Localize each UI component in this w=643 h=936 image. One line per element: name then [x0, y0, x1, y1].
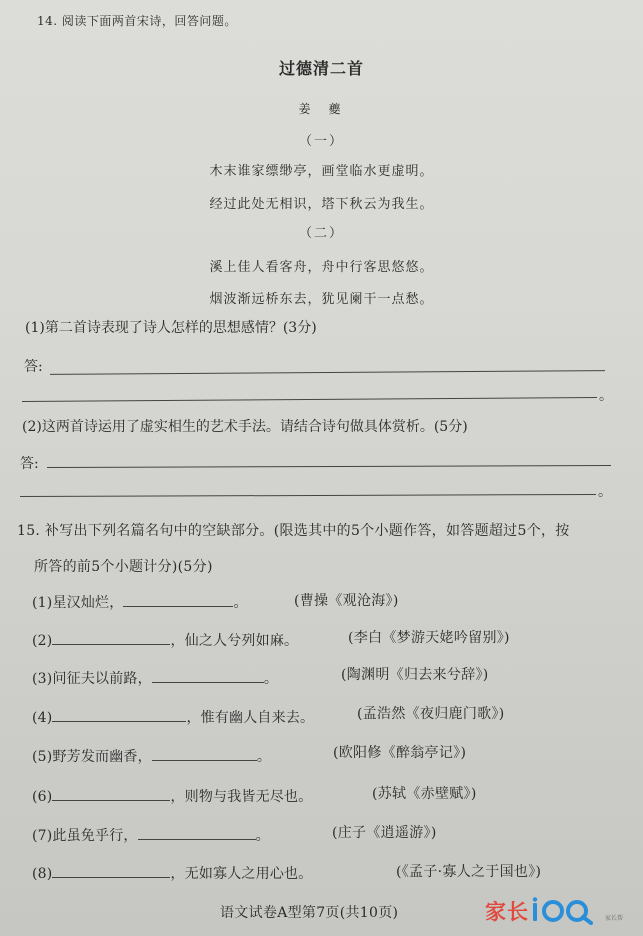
- poem-line: 烟波渐远桥东去，犹见阑干一点愁。: [209, 292, 434, 307]
- poem-part-2-label: （二）: [298, 226, 344, 241]
- watermark-small-text: 家长帮: [605, 914, 624, 922]
- fill-item-6: [32, 786, 312, 806]
- item-after: 。: [255, 828, 270, 844]
- answer-line[interactable]: [50, 370, 605, 375]
- poem-author: 姜夔: [298, 102, 359, 116]
- item-after: ，仙之人兮列如麻。: [170, 633, 299, 649]
- fill-item-1: [32, 592, 248, 612]
- period-mark: 。: [599, 388, 613, 404]
- item-source: (《孟子·寡人之于国也》): [396, 864, 542, 880]
- poem-title: 过德清二首: [278, 59, 364, 78]
- item-after: ，则物与我皆无尽也。: [170, 789, 313, 805]
- fill-blank[interactable]: [123, 592, 233, 607]
- fill-item-5: [32, 746, 271, 766]
- answer-label: 答:: [24, 359, 43, 375]
- fill-blank[interactable]: [52, 863, 170, 878]
- watermark-logo: [485, 896, 623, 926]
- poem-line: 溪上佳人看客舟，舟中行客思悠悠。: [209, 260, 434, 275]
- question-15-prompt-line-2: 所答的前5个小题计分)(5分): [34, 559, 213, 575]
- answer-line[interactable]: [22, 397, 597, 402]
- period-mark: 。: [598, 484, 612, 500]
- fill-blank[interactable]: [152, 746, 257, 761]
- poem-line: 木末谁家缥缈亭，画堂临水更虚明。: [209, 164, 434, 179]
- fill-item-4: [32, 707, 314, 727]
- item-after: 。: [256, 749, 272, 765]
- item-after: 。: [233, 595, 248, 611]
- fill-item-8: [32, 863, 312, 883]
- fill-blank[interactable]: [52, 786, 170, 801]
- page-footer: 语文试卷A型第7页(共10页): [220, 905, 399, 921]
- fill-blank[interactable]: [52, 630, 170, 645]
- item-after: ，惟有幽人自来去。: [186, 710, 315, 726]
- item-number: (2): [32, 633, 53, 649]
- question-14-prompt: 14. 阅读下面两首宋诗，回答问题。: [37, 14, 237, 28]
- item-number: (5): [32, 749, 53, 765]
- sub-question-2: (2)这两首诗运用了虚实相生的艺术手法。请结合诗句做具体赏析。(5分): [22, 419, 468, 435]
- item-number: (3): [32, 671, 53, 687]
- answer-label: 答:: [20, 456, 39, 472]
- item-before: 星汉灿烂，: [52, 595, 124, 611]
- watermark-mark-icon: [531, 897, 601, 925]
- question-15-prompt-line-1: 15. 补写出下列名篇名句中的空缺部分。(限选其中的5个小题作答，如答题超过5个，按: [17, 523, 570, 539]
- item-source: (孟浩然《夜归鹿门歌》): [357, 706, 505, 722]
- item-before: 问征夫以前路，: [52, 671, 152, 687]
- item-source: (欧阳修《醉翁亭记》): [333, 745, 467, 761]
- fill-item-2: [32, 630, 298, 650]
- poem-part-1-label: （一）: [298, 134, 344, 149]
- item-source: (李白《梦游天姥吟留别》): [348, 630, 510, 646]
- fill-blank[interactable]: [138, 825, 256, 840]
- poem-line: 经过此处无相识，塔下秋云为我生。: [209, 197, 434, 212]
- sub-question-1: (1)第二首诗表现了诗人怎样的思想感情？(3分): [25, 320, 317, 336]
- item-number: (1): [32, 595, 53, 611]
- fill-blank[interactable]: [52, 707, 186, 722]
- watermark-text: 家长: [485, 900, 529, 924]
- answer-line[interactable]: [20, 494, 596, 497]
- item-source: (庄子《逍遥游》): [332, 825, 437, 841]
- item-before: 此虽免乎行，: [52, 828, 138, 844]
- item-before: 野芳发而幽香，: [52, 749, 152, 765]
- item-number: (8): [32, 866, 53, 882]
- item-source: (苏轼《赤壁赋》): [372, 786, 477, 802]
- fill-item-3: [32, 668, 278, 688]
- item-after: 。: [263, 671, 279, 687]
- item-source: (曹操《观沧海》): [294, 593, 399, 609]
- item-source: (陶渊明《归去来兮辞》): [341, 667, 489, 683]
- item-number: (4): [32, 710, 53, 726]
- answer-line[interactable]: [47, 465, 611, 468]
- fill-item-7: [32, 825, 270, 845]
- item-number: (7): [32, 828, 53, 844]
- item-number: (6): [32, 789, 53, 805]
- fill-blank[interactable]: [152, 668, 264, 683]
- item-after: ，无如寡人之用心也。: [170, 866, 313, 882]
